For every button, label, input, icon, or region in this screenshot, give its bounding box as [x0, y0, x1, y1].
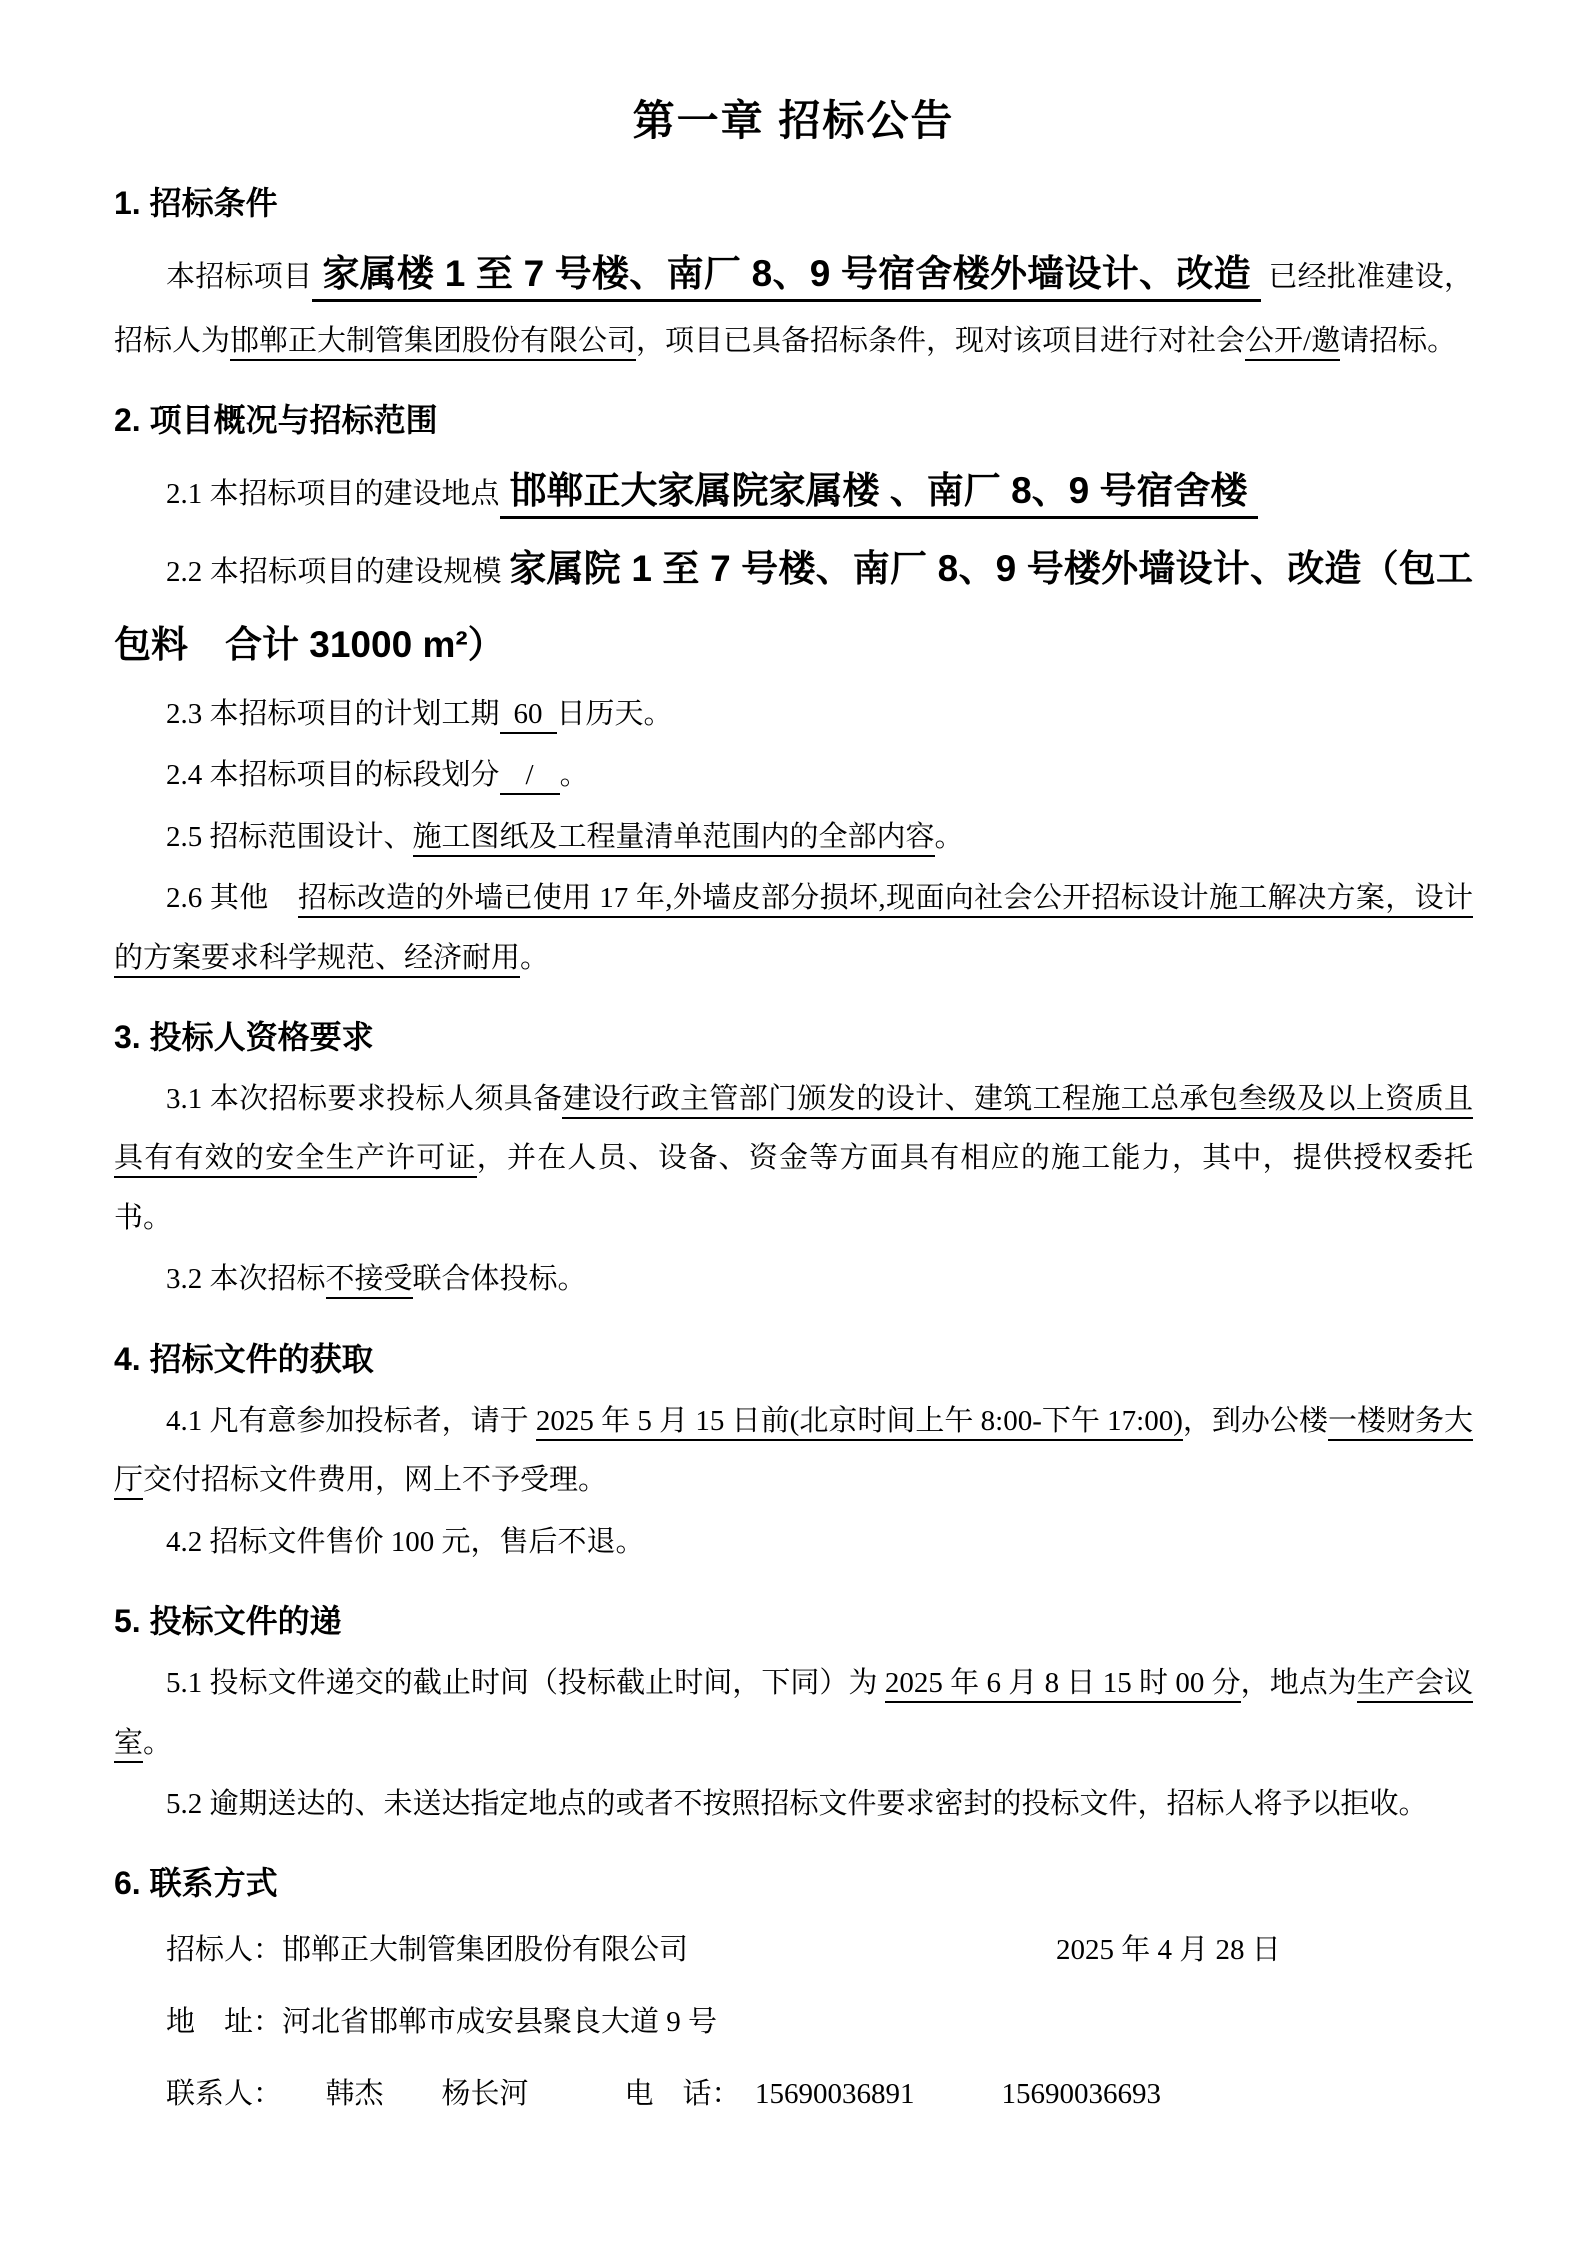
qualification-underlined: 建设行政主管部门颁发的设计、建筑工程施工总承包叁级及以上资质且具有有效的安全生产许可证	[114, 1083, 1473, 1178]
item-3-2	[114, 1250, 1473, 1309]
tenderer-name-underlined: 邯郸正大制管集团股份有限公司	[230, 325, 636, 361]
scope-value-underlined: 施工图纸及工程量清单范围内的全部内容	[413, 821, 935, 857]
item-5-2	[114, 1775, 1473, 1834]
item-2-1	[114, 453, 1473, 529]
construction-site-underlined: 邯郸正大家属院家属楼 、南厂 8、9 号宿舍楼	[500, 470, 1258, 519]
text-run: 。	[934, 820, 964, 853]
address-line: 地 址：河北省邯郸市成安县聚良大道 9 号	[166, 2005, 718, 2038]
paragraph-tender-conditions	[114, 236, 1473, 371]
text-run: 5.1 投标文件递交的截止时间（投标截止时间，下同）为	[166, 1667, 885, 1700]
text-run: 。	[559, 759, 589, 792]
contact-persons: 联系人： 韩杰 杨长河	[166, 2077, 529, 2110]
text-run: 联合体投标。	[412, 1263, 587, 1296]
item-2-2	[114, 531, 1473, 683]
item-2-3	[114, 685, 1473, 744]
open-invite-underlined: 公开/邀	[1245, 325, 1340, 361]
text-run: 2.6 其他	[166, 882, 298, 915]
contact-row-address	[114, 1988, 1473, 2058]
section-3-heading: 3. 投标人资格要求	[114, 1019, 374, 1055]
text-run: 已经批准建设，招标人为	[114, 261, 1473, 357]
text-run: 2.1 本招标项目的建设地点	[166, 478, 500, 511]
item-4-1	[114, 1392, 1473, 1511]
project-name-underlined: 家属楼 1 至 7 号楼、南厂 8、9 号宿舍楼外墙设计、改造	[312, 253, 1261, 302]
text-run: ，地点为	[1240, 1667, 1357, 1700]
contact-row-persons	[114, 2060, 1473, 2130]
submission-deadline-underlined: 2025 年 6 月 8 日 15 时 00 分	[885, 1667, 1241, 1703]
item-2-4	[114, 746, 1473, 805]
text-run: 日历天。	[556, 697, 673, 730]
duration-value-underlined: 60	[500, 698, 557, 734]
item-3-1	[114, 1070, 1473, 1248]
text-run: 请招标。	[1340, 324, 1457, 357]
item-2-5	[114, 808, 1473, 867]
text-run: 。	[520, 941, 550, 974]
item-5-1	[114, 1654, 1473, 1773]
item-4-2	[114, 1513, 1473, 1572]
contact-phones: 电 话： 15690036891 15690036693	[624, 2077, 1162, 2110]
text-run: 2.4 本招标项目的标段划分	[166, 759, 500, 792]
construction-scale-value: 家属院 1 至 7 号楼、南厂 8、9 号楼外墙设计、改造（包工包料 合计 31000 m²）	[114, 548, 1473, 665]
text-run: ，项目已具备招标条件，现对该项目进行对社会	[636, 324, 1246, 357]
text-run: 交付招标文件费用，网上不予受理。	[143, 1464, 608, 1497]
contact-row-tenderer	[114, 1916, 1473, 1986]
deadline-underlined: 2025 年 5 月 15 日前(北京时间上午 8:00-下午 17:00)	[536, 1405, 1183, 1441]
text-run: 2.2 本招标项目的建设规模	[166, 556, 510, 589]
text-run: 5.2 逾期送达的、未送达指定地点的或者不按照招标文件要求密封的投标文件，招标人将予以拒收。	[166, 1787, 1428, 1820]
chapter-title: 第一章 招标公告	[632, 97, 955, 144]
text-run: 3.1 本次招标要求投标人须具备	[166, 1083, 563, 1115]
announcement-date: 2025 年 4 月 28 日	[1056, 1934, 1281, 1967]
text-run: 4.1 凡有意参加投标者，请于	[166, 1404, 536, 1437]
lot-division-underlined: /	[500, 759, 560, 795]
section-6-heading: 6. 联系方式	[114, 1865, 278, 1902]
section-2-heading: 2. 项目概况与招标范围	[114, 402, 438, 439]
tenderer-line: 招标人：邯郸正大制管集团股份有限公司	[166, 1934, 689, 1967]
other-notes-underlined: 招标改造的外墙已使用 17 年,外墙皮部分损坏,现面向社会公开招标设计施工解决方案，设计的方案要求科学规范、经济耐用	[114, 882, 1473, 977]
text-run: 本招标项目	[166, 261, 313, 293]
section-1-heading: 1. 招标条件	[114, 185, 278, 221]
section-4-heading: 4. 招标文件的获取	[114, 1340, 374, 1377]
location-underlined: 一楼财务大厅	[114, 1405, 1473, 1500]
text-run: 4.2 招标文件售价 100 元，售后不退。	[166, 1525, 645, 1558]
text-run: 。	[143, 1726, 173, 1759]
text-run: 3.2 本次招标	[166, 1263, 326, 1296]
text-run: 2.3 本招标项目的计划工期	[166, 697, 500, 730]
item-2-6	[114, 869, 1473, 988]
text-run: 2.5 招标范围设计、	[166, 820, 413, 853]
submission-place-underlined: 生产会议室	[114, 1667, 1473, 1762]
no-consortium-underlined: 不接受	[326, 1263, 413, 1299]
section-5-heading: 5. 投标文件的递	[114, 1603, 342, 1640]
text-run: ，并在人员、设备、资金等方面具有相应的施工能力，其中，提供授权委托书。	[114, 1142, 1473, 1234]
text-run: ，到办公楼	[1182, 1404, 1328, 1437]
